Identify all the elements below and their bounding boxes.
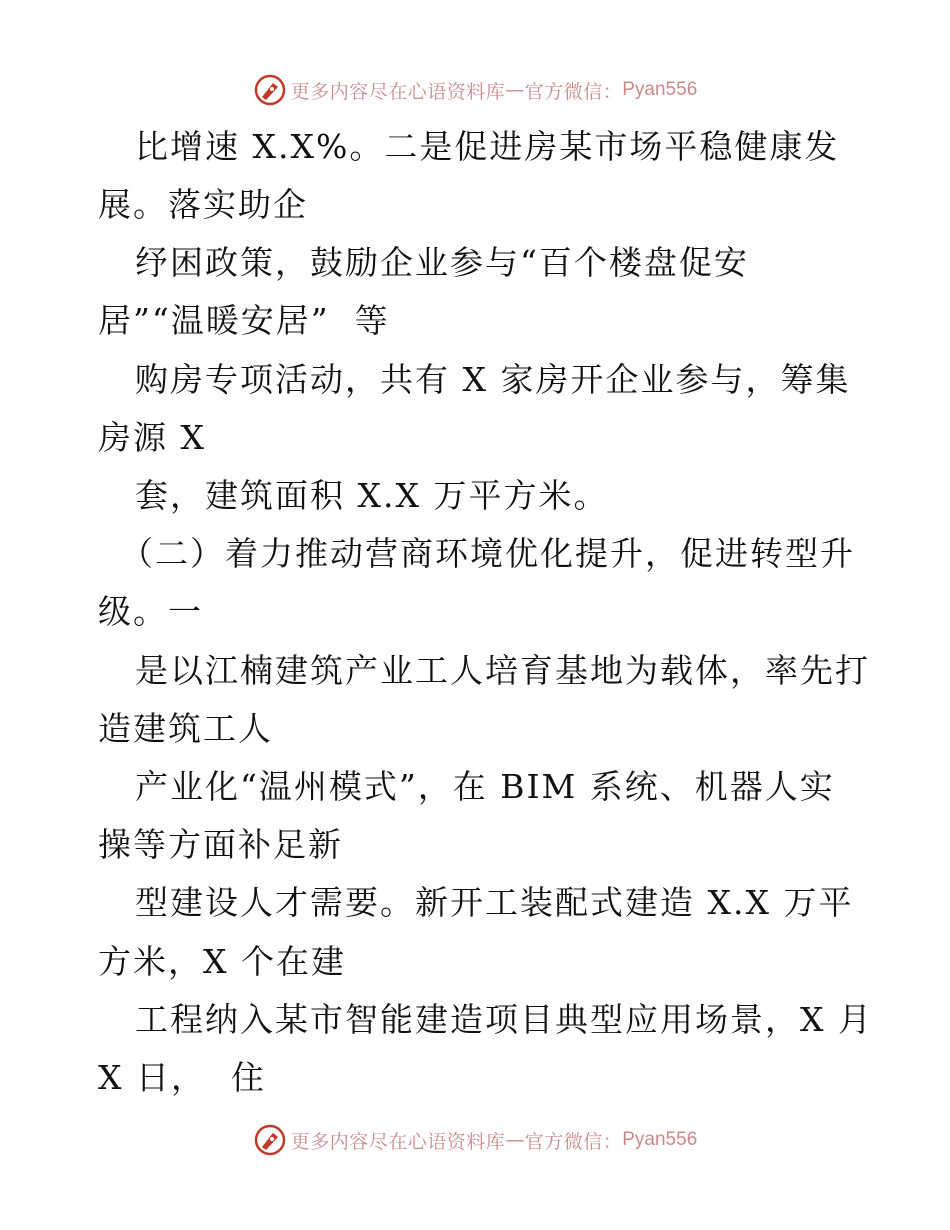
watermark-channel: 官方微信：: [524, 80, 623, 103]
body-line: 操等方面补足新: [98, 825, 343, 864]
body-line: （二）着力推动营商环境优化提升，促进转型升: [120, 534, 855, 573]
watermark-footer: [0, 1120, 950, 1160]
body-line: 房源 X: [98, 418, 206, 457]
body-line: X 日， 住: [98, 1058, 266, 1097]
body-line: 居”“温暖安居” 等: [98, 301, 390, 340]
body-line: 方米，X 个在建: [98, 942, 346, 981]
body-line: 是以江楠建筑产业工人培育基地为载体，率先打: [135, 651, 870, 690]
watermark-account: Pyan556: [622, 79, 698, 100]
body-line: 型建设人才需要。新开工装配式建造 X.X 万平: [135, 883, 854, 922]
body-line: 工程纳入某市智能建造项目典型应用场景，X 月: [135, 1000, 873, 1039]
pen-nib-logo-icon: [253, 73, 287, 107]
watermark-channel: 官方微信：: [524, 1130, 623, 1153]
body-line: 造建筑工人: [98, 709, 273, 748]
body-line: 级。一: [98, 592, 203, 631]
body-line: 购房专项活动，共有 X 家房开企业参与，筹集: [135, 360, 851, 399]
watermark-dash: —: [505, 1129, 525, 1151]
watermark-dash: —: [505, 79, 525, 101]
body-line: 产业化“温州模式”，在 BIM 系统、机器人实: [135, 767, 835, 806]
watermark-header: [0, 70, 950, 110]
watermark-text: 更多内容尽在心语资料库: [290, 80, 506, 103]
watermark-account: Pyan556: [622, 1129, 698, 1150]
body-line: 套，建筑面积 X.X 万平方米。: [135, 476, 609, 515]
body-line: 纾困政策，鼓励企业参与“百个楼盘促安: [135, 243, 749, 282]
pen-nib-logo-icon: [253, 1123, 287, 1157]
body-line: 比增速 X.X%。二是促进房某市场平稳健康发: [135, 127, 840, 166]
body-line: 展。落实助企: [98, 185, 308, 224]
watermark-text: 更多内容尽在心语资料库: [290, 1130, 506, 1153]
